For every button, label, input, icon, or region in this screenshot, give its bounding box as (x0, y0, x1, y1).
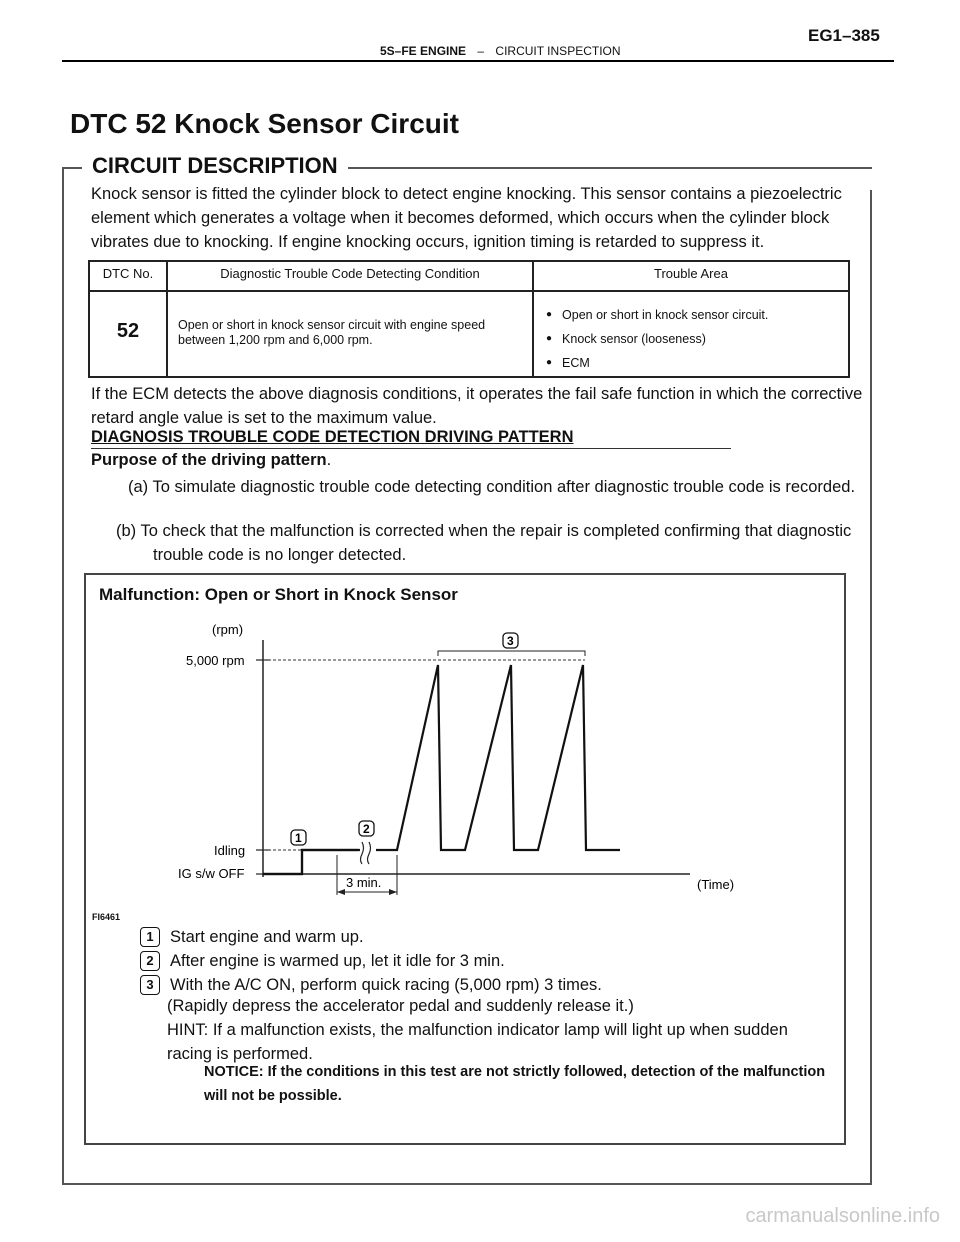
purpose-item-b: (b) To check that the malfunction is corrected when the repair is completed confirming that diagnostic trouble code is no longer detected. (116, 522, 852, 564)
header-section-title: CIRCUIT INSPECTION (495, 44, 621, 58)
label-5000-rpm: 5,000 rpm (186, 653, 245, 668)
marker-2: 2 (363, 822, 370, 836)
dtc-no-header: DTC No. (89, 261, 167, 291)
step-2-badge: 2 (140, 951, 160, 971)
header-separator: – (477, 44, 485, 58)
purpose-period: . (326, 451, 332, 469)
trouble-area-header: Trouble Area (533, 261, 849, 291)
condition-header: Diagnostic Trouble Code Detecting Condition (167, 261, 533, 291)
marker-3: 3 (507, 634, 514, 648)
dtc-code: 52 (116, 320, 140, 342)
page-title: DTC 52 Knock Sensor Circuit (70, 108, 459, 139)
engine-speed-trace (263, 850, 360, 874)
step-3-text: With the A/C ON, perform quick racing (5,000 rpm) 3 times. (170, 975, 602, 994)
figure-title: Malfunction: Open or Short in Knock Sensor (99, 585, 458, 604)
header-engine: 5S–FE ENGINE (380, 44, 467, 58)
racing-bracket (438, 651, 585, 656)
step-1-badge: 1 (140, 927, 160, 947)
step-1 (140, 927, 364, 947)
label-idling: Idling (214, 843, 246, 858)
step-3-extra: (Rapidly depress the accelerator pedal and suddenly release it.) (167, 997, 634, 1015)
label-ig-off: IG s/w OFF (178, 866, 245, 881)
dim-arrow-left (337, 889, 345, 895)
driving-pattern-heading: DIAGNOSIS TROUBLE CODE DETECTION DRIVING PATTERN (91, 428, 574, 446)
trouble-area-item: ● ECM (546, 352, 848, 376)
dtc-condition: Open or short in knock sensor circuit with engine speed between 1,200 rpm and 6,000 rpm. (178, 318, 486, 347)
ecm-fail-safe-note: If the ECM detects the above diagnosis conditions, it operates the fail safe function in which the corrective retard angle value is set to the maximum value. (91, 385, 863, 427)
marker-1: 1 (295, 831, 302, 845)
step-2 (140, 951, 505, 971)
label-3-min: 3 min. (346, 875, 382, 890)
step-2-text: After engine is warmed up, let it idle for 3 min. (170, 951, 505, 970)
circuit-description-heading: CIRCUIT DESCRIPTION (92, 153, 338, 178)
break-mark (361, 842, 371, 864)
watermark: carmanualsonline.info (745, 1205, 940, 1227)
purpose-label: Purpose of the driving pattern (91, 451, 327, 469)
engine-speed-path (263, 665, 620, 874)
dim-arrow-right (389, 889, 397, 895)
step-3-badge: 3 (140, 975, 160, 995)
trouble-area-item: ● Knock sensor (looseness) (546, 328, 848, 352)
y-unit-label: (rpm) (212, 622, 244, 637)
step-1-text: Start engine and warm up. (170, 927, 364, 946)
step-3 (140, 975, 602, 995)
page-number: EG1–385 (808, 26, 880, 45)
circuit-description-text: Knock sensor is fitted the cylinder block to detect engine knocking. This sensor contains a piezoelectric element which generates a voltage when it becomes deformed, which occurs when the cylinder block vibrates due to knocking. If engine knocking occurs, ignition timing is retarded to suppress it. (91, 185, 842, 251)
notice-text: NOTICE: If the conditions in this test are not strictly followed, detection of the malfunction will not be possible. (204, 1064, 826, 1104)
purpose-item-a: (a) To simulate diagnostic trouble code detecting condition after diagnostic trouble code is recorded. (128, 478, 856, 496)
hint-text: HINT: If a malfunction exists, the malfunction indicator lamp will light up when sudden racing is performed. (167, 1021, 788, 1063)
figure-id: FI6461 (92, 912, 121, 922)
trouble-area-item: ● Open or short in knock sensor circuit. (546, 304, 848, 328)
label-time: (Time) (697, 877, 735, 892)
